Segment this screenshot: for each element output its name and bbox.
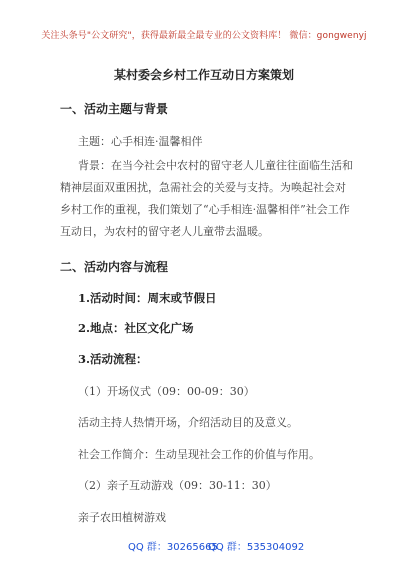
theme-text: 主题：心手相连·温馨相伴 <box>78 135 203 148</box>
step1-description-1: 活动主持人热情开场，介绍活动目的及意义。 <box>78 416 298 429</box>
flow-heading: 3.活动流程： <box>78 352 148 366</box>
document-title: 某村委会乡村工作互动日方案策划 <box>113 68 294 82</box>
step1-description-2: 社会工作简介：生动呈现社会工作的价值与作用。 <box>78 448 320 461</box>
header-notice: 关注头条号"公文研究"，获得最新最全最专业的公文资料库！ 微信：gongwenyj <box>41 31 367 41</box>
step2-description-1: 亲子农田植树游戏 <box>78 511 166 524</box>
step1-title: （1）开场仪式（09：00-09：30） <box>78 385 255 398</box>
step2-title: （2）亲子互动游戏（09：30-11：30） <box>78 479 277 492</box>
activity-place: 2.地点：社区文化广场 <box>78 321 194 335</box>
footer-qq-group-1: QQ 群：30265665 <box>128 542 218 553</box>
footer-qq-group-2: QQ 群：535304092 <box>208 542 305 553</box>
activity-time: 1.活动时间：周末或节假日 <box>78 291 217 305</box>
background-paragraph: 背景：在当今社会中农村的留守老人儿童往往面临生活和精神层面双重困扰，急需社会的关爱与支持。为唤起社会对乡村工作的重视，我们策划了“心手相连·温馨相伴”社会工作互动日，为农村的留守老人儿童带去温暖。 <box>60 159 353 238</box>
section2-heading: 二、活动内容与流程 <box>60 260 169 274</box>
section1-heading: 一、活动主题与背景 <box>60 102 169 116</box>
